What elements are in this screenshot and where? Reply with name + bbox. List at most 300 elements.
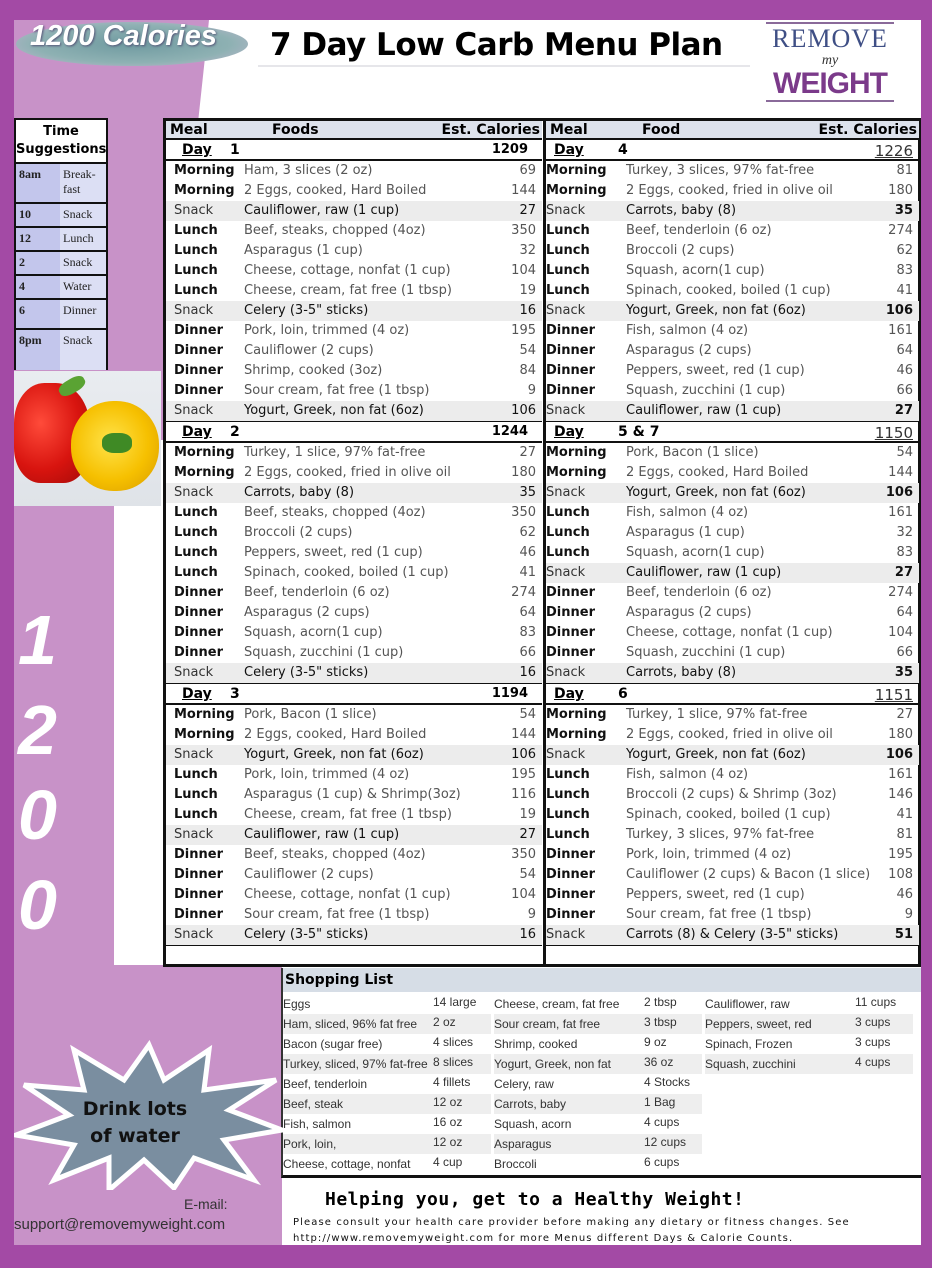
side-digit: 1 (18, 601, 57, 679)
shopping-item-name: Ham, sliced, 96% fat free (283, 1017, 418, 1031)
calories-value: 51 (894, 927, 913, 942)
shopping-item-name: Carrots, baby (494, 1097, 567, 1111)
shopping-item-name: Beef, tenderloin (283, 1077, 368, 1091)
meal-type: Morning (174, 707, 235, 722)
header-food: Foods (272, 122, 319, 138)
shopping-item-qty: 6 cups (644, 1155, 680, 1169)
shopping-item-qty: 4 cup (433, 1155, 463, 1169)
calories-value: 41 (896, 283, 913, 298)
shopping-item-name: Squash, zucchini (705, 1057, 796, 1071)
calories-value: 54 (519, 867, 536, 882)
meal-row (166, 583, 542, 603)
calories-value: 27 (519, 203, 536, 218)
calories-value: 46 (896, 363, 913, 378)
meal-row (546, 845, 919, 865)
meal-type: Morning (174, 727, 235, 742)
food-item: Fish, salmon (4 oz) (626, 323, 749, 338)
time-activity: Dinner (60, 300, 106, 328)
time-suggestions-title (16, 120, 106, 164)
food-item: Spinach, cooked, boiled (1 cup) (244, 565, 449, 580)
meal-row (166, 725, 542, 745)
calories-value: 161 (888, 323, 913, 338)
food-item: Beef, steaks, chopped (4oz) (244, 505, 426, 520)
food-item: Cauliflower, raw (1 cup) (244, 203, 400, 218)
meal-row (166, 805, 542, 825)
header-meal: Meal (550, 122, 588, 138)
meal-type: Lunch (546, 767, 590, 782)
calories-value: 27 (896, 707, 913, 722)
calories-value: 32 (896, 525, 913, 540)
day-number: 6 (618, 686, 628, 702)
food-item: Yogurt, Greek, non fat (6oz) (626, 303, 806, 318)
meal-row (546, 805, 919, 825)
food-item: Spinach, cooked, boiled (1 cup) (626, 807, 831, 822)
food-item: Squash, acorn(1 cup) (626, 545, 765, 560)
time-row (16, 204, 106, 228)
meal-type: Dinner (174, 645, 223, 660)
food-item: Celery (3-5" sticks) (244, 665, 369, 680)
food-item: 2 Eggs, cooked, fried in olive oil (244, 465, 451, 480)
time-value: 4 (16, 276, 60, 298)
day-divider (546, 945, 919, 946)
logo-word-remove: REMOVE (772, 24, 888, 53)
food-item: Peppers, sweet, red (1 cup) (244, 545, 423, 560)
shopping-item (283, 1054, 491, 1074)
meal-row (166, 925, 542, 945)
food-item: Asparagus (1 cup) (244, 243, 363, 258)
meal-row (546, 401, 919, 421)
meal-type: Snack (546, 203, 586, 218)
pepper-stem-icon (102, 433, 132, 453)
meal-row (546, 563, 919, 583)
meal-type: Lunch (546, 223, 590, 238)
meal-type: Dinner (546, 867, 595, 882)
email-link[interactable]: support@removemyweight.com (14, 1216, 226, 1233)
meal-type: Lunch (546, 263, 590, 278)
meal-type: Lunch (546, 283, 590, 298)
food-item: Beef, tenderloin (6 oz) (626, 223, 772, 238)
food-item: Carrots, baby (8) (626, 665, 737, 680)
shopping-item-qty: 8 slices (433, 1055, 474, 1069)
meal-row (166, 221, 542, 241)
shopping-item (494, 1054, 702, 1074)
calories-value: 62 (519, 525, 536, 540)
meal-row (546, 301, 919, 321)
header-meal: Meal (170, 122, 208, 138)
shopping-column (283, 994, 491, 1174)
food-item: Celery (3-5" sticks) (244, 927, 369, 942)
time-activity: Snack (60, 252, 106, 274)
day-header (166, 140, 542, 161)
food-item: Peppers, sweet, red (1 cup) (626, 887, 805, 902)
meal-type: Dinner (546, 363, 595, 378)
food-item: Cauliflower, raw (1 cup) (626, 403, 782, 418)
meal-row (546, 725, 919, 745)
food-item: Asparagus (2 cups) (244, 605, 370, 620)
menu-column-left (166, 121, 542, 964)
food-item: 2 Eggs, cooked, Hard Boiled (626, 465, 809, 480)
calories-value: 9 (527, 907, 536, 922)
shopping-item-name: Cheese, cream, fat free (494, 997, 620, 1011)
meal-row (166, 261, 542, 281)
calories-value: 84 (519, 363, 536, 378)
shopping-list (281, 968, 921, 1178)
shopping-item (705, 994, 913, 1014)
meal-row (546, 765, 919, 785)
meal-type: Snack (174, 403, 214, 418)
meal-row (166, 885, 542, 905)
header-calories: Est. Calories (441, 122, 540, 138)
meal-type: Snack (546, 403, 586, 418)
shopping-item (283, 1114, 491, 1134)
calories-value: 350 (511, 223, 536, 238)
email-label: E-mail: (184, 1196, 228, 1212)
calories-value: 9 (527, 383, 536, 398)
day-total-calories: 1194 (491, 686, 528, 701)
food-item: Squash, acorn(1 cup) (626, 263, 765, 278)
water-callout (60, 1096, 210, 1150)
side-digit: 0 (18, 776, 57, 854)
food-item: Fish, salmon (4 oz) (626, 767, 749, 782)
shopping-item (494, 1134, 702, 1154)
food-item: Sour cream, fat free (1 tbsp) (626, 907, 812, 922)
calories-value: 27 (519, 445, 536, 460)
shopping-item-name: Broccoli (494, 1157, 537, 1171)
time-row (16, 300, 106, 330)
food-item: Sour cream, fat free (1 tbsp) (244, 907, 430, 922)
shopping-item (283, 1034, 491, 1054)
shopping-item-name: Fish, salmon (283, 1117, 352, 1131)
shopping-item-qty: 12 oz (433, 1135, 463, 1149)
food-item: Pork, Bacon (1 slice) (626, 445, 759, 460)
time-activity: Break-fast (60, 164, 106, 202)
shopping-item-qty: 36 oz (644, 1055, 674, 1069)
footer (283, 1181, 921, 1245)
food-item: Spinach, cooked, boiled (1 cup) (626, 283, 831, 298)
food-item: Yogurt, Greek, non fat (6oz) (244, 747, 424, 762)
calories-value: 54 (896, 445, 913, 460)
meal-type: Morning (546, 727, 607, 742)
calories-value: 106 (885, 485, 913, 500)
meal-type: Dinner (174, 867, 223, 882)
time-value: 10 (16, 204, 60, 226)
meal-type: Lunch (174, 787, 218, 802)
shopping-item-name: Spinach, Frozen (705, 1037, 793, 1051)
meal-type: Snack (174, 827, 214, 842)
calories-value: 64 (896, 343, 913, 358)
shopping-item-name: Shrimp, cooked (494, 1037, 578, 1051)
shopping-item (283, 1014, 491, 1034)
calories-value: 16 (519, 303, 536, 318)
meal-type: Dinner (174, 605, 223, 620)
meal-type: Dinner (546, 323, 595, 338)
meal-type: Snack (174, 747, 214, 762)
meal-type: Dinner (174, 363, 223, 378)
food-item: Fish, salmon (4 oz) (626, 505, 749, 520)
food-item: Turkey, 3 slices, 97% fat-free (626, 827, 815, 842)
food-item: 2 Eggs, cooked, fried in olive oil (626, 183, 833, 198)
day-header (546, 422, 919, 443)
food-item: Squash, zucchini (1 cup) (244, 645, 404, 660)
meal-row (166, 543, 542, 563)
shopping-item-name: Squash, acorn (494, 1117, 572, 1131)
meal-row (166, 463, 542, 483)
calories-value: 35 (894, 665, 913, 680)
calories-value: 108 (888, 867, 913, 882)
food-item: Broccoli (2 cups) (244, 525, 353, 540)
food-item: Beef, tenderloin (6 oz) (626, 585, 772, 600)
logo-rule-bottom (766, 100, 894, 102)
page-title: 7 Day Low Carb Menu Plan (270, 27, 723, 63)
food-item: 2 Eggs, cooked, Hard Boiled (244, 183, 427, 198)
meal-row (546, 181, 919, 201)
food-item: Beef, steaks, chopped (4oz) (244, 847, 426, 862)
shopping-item-qty: 12 oz (433, 1095, 463, 1109)
time-value: 6 (16, 300, 60, 328)
shopping-item-qty: 3 tbsp (644, 1015, 677, 1029)
time-suggestions-table (14, 118, 108, 370)
food-item: Sour cream, fat free (1 tbsp) (244, 383, 430, 398)
shopping-item (283, 1074, 491, 1094)
time-row (16, 252, 106, 276)
food-item: Turkey, 3 slices, 97% fat-free (626, 163, 815, 178)
calories-value: 144 (888, 465, 913, 480)
day-number: 3 (230, 686, 240, 702)
calories-value: 161 (888, 505, 913, 520)
shopping-item-qty: 2 oz (433, 1015, 456, 1029)
food-item: Beef, tenderloin (6 oz) (244, 585, 390, 600)
shopping-item (494, 1014, 702, 1034)
time-activity: Snack (60, 330, 106, 370)
shopping-item-qty: 2 tbsp (644, 995, 677, 1009)
shopping-item (283, 1094, 491, 1114)
meal-row (546, 261, 919, 281)
shopping-item-qty: 4 fillets (433, 1075, 471, 1089)
peppers-image (14, 371, 161, 506)
day-label: Day (182, 686, 212, 702)
day-number: 4 (618, 142, 628, 158)
side-digit: 2 (18, 691, 57, 769)
shopping-item-name: Asparagus (494, 1137, 552, 1151)
food-item: Celery (3-5" sticks) (244, 303, 369, 318)
calories-value: 180 (888, 183, 913, 198)
day-label: Day (554, 686, 584, 702)
logo-word-weight: WEIGHT (773, 67, 887, 100)
calories-value: 16 (519, 665, 536, 680)
shopping-item (494, 1154, 702, 1174)
day-divider (166, 945, 542, 946)
meal-row (166, 201, 542, 221)
meal-type: Dinner (546, 625, 595, 640)
food-item: Broccoli (2 cups) (626, 243, 735, 258)
meal-row (166, 785, 542, 805)
calories-value: 9 (904, 907, 913, 922)
meal-type: Lunch (174, 223, 218, 238)
food-item: Pork, loin, trimmed (4 oz) (244, 767, 410, 782)
food-item: Pork, loin, trimmed (4 oz) (626, 847, 792, 862)
food-item: Broccoli (2 cups) & Shrimp (3oz) (626, 787, 837, 802)
time-row (16, 228, 106, 252)
shopping-item-qty: 4 slices (433, 1035, 474, 1049)
meal-row (546, 361, 919, 381)
day-number: 1 (230, 142, 240, 158)
shopping-item-qty: 11 cups (855, 995, 897, 1009)
food-item: Shrimp, cooked (3oz) (244, 363, 383, 378)
meal-row (166, 865, 542, 885)
shopping-item (283, 1134, 491, 1154)
meal-row (546, 785, 919, 805)
food-item: Squash, zucchini (1 cup) (626, 383, 786, 398)
meal-type: Morning (546, 445, 607, 460)
food-item: Pork, Bacon (1 slice) (244, 707, 377, 722)
meal-type: Snack (546, 665, 586, 680)
meal-type: Morning (174, 183, 235, 198)
calories-value: 16 (519, 927, 536, 942)
food-item: Cauliflower, raw (1 cup) (244, 827, 400, 842)
meal-row (546, 443, 919, 463)
calories-value: 66 (896, 383, 913, 398)
meal-type: Dinner (174, 847, 223, 862)
meal-type: Lunch (546, 243, 590, 258)
meal-row (166, 181, 542, 201)
meal-type: Lunch (174, 505, 218, 520)
shopping-item-qty: 3 cups (855, 1015, 891, 1029)
calories-value: 350 (511, 505, 536, 520)
meal-type: Dinner (174, 907, 223, 922)
shopping-item-name: Peppers, sweet, red (705, 1017, 812, 1031)
calories-value: 144 (511, 183, 536, 198)
meal-type: Dinner (546, 847, 595, 862)
calories-value: 106 (511, 747, 536, 762)
food-item: Yogurt, Greek, non fat (6oz) (626, 747, 806, 762)
day-header (166, 684, 542, 705)
calories-value: 104 (888, 625, 913, 640)
food-item: Carrots (8) & Celery (3-5" sticks) (626, 927, 839, 942)
meal-row (546, 281, 919, 301)
meal-row (546, 381, 919, 401)
calories-value: 19 (519, 283, 536, 298)
food-item: Cheese, cottage, nonfat (1 cup) (244, 887, 451, 902)
meal-row (166, 341, 542, 361)
time-value: 12 (16, 228, 60, 250)
food-item: Cauliflower, raw (1 cup) (626, 565, 782, 580)
meal-row (546, 221, 919, 241)
shopping-item (494, 994, 702, 1014)
meal-row (166, 301, 542, 321)
logo-word-my: my (821, 53, 839, 68)
meal-row (166, 281, 542, 301)
calories-value: 62 (896, 243, 913, 258)
meal-type: Morning (546, 163, 607, 178)
calories-value: 35 (894, 203, 913, 218)
meal-type: Snack (546, 747, 586, 762)
calories-value: 195 (888, 847, 913, 862)
meal-row (546, 825, 919, 845)
food-item: Cauliflower (2 cups) (244, 867, 374, 882)
meal-row (546, 865, 919, 885)
calories-value: 27 (894, 403, 913, 418)
meal-row (166, 483, 542, 503)
meal-type: Snack (174, 927, 214, 942)
meal-type: Lunch (546, 807, 590, 822)
meal-row (546, 201, 919, 221)
meal-type: Snack (174, 665, 214, 680)
shopping-item-qty: 14 large (433, 995, 477, 1009)
food-item: Asparagus (1 cup) & Shrimp(3oz) (244, 787, 461, 802)
calories-value: 106 (511, 403, 536, 418)
calories-value: 83 (896, 545, 913, 560)
shopping-item (705, 1054, 913, 1074)
meal-row (166, 905, 542, 925)
food-item: Asparagus (1 cup) (626, 525, 745, 540)
shopping-item-name: Turkey, sliced, 97% fat-free (283, 1057, 428, 1071)
footer-tagline: Helping you, get to a Healthy Weight! (325, 1189, 745, 1210)
shopping-item-name: Bacon (sugar free) (283, 1037, 383, 1051)
food-item: Ham, 3 slices (2 oz) (244, 163, 373, 178)
food-item: Squash, acorn(1 cup) (244, 625, 383, 640)
column-header (166, 121, 542, 140)
meal-row (546, 663, 919, 683)
meal-type: Morning (546, 183, 607, 198)
day-label: Day (554, 424, 584, 440)
calories-value: 144 (511, 727, 536, 742)
calories-value: 19 (519, 807, 536, 822)
meal-row (166, 765, 542, 785)
calories-value: 66 (896, 645, 913, 660)
shopping-item-name: Beef, steak (283, 1097, 344, 1111)
food-item: Peppers, sweet, red (1 cup) (626, 363, 805, 378)
calories-value: 274 (511, 585, 536, 600)
meal-row (166, 523, 542, 543)
footer-disclaimer: Please consult your health care provider before making any dietary or fitness changes. See http://www.removemyweight.com for more Menus different Days & Calorie Counts. (293, 1217, 850, 1244)
day-header (546, 140, 919, 161)
meal-row (546, 503, 919, 523)
shopping-item (705, 1034, 913, 1054)
meal-row (166, 321, 542, 341)
calories-value: 27 (519, 827, 536, 842)
meal-row (166, 361, 542, 381)
day-label: Day (182, 142, 212, 158)
food-item: Cauliflower (2 cups) (244, 343, 374, 358)
meal-row (546, 463, 919, 483)
calories-value: 274 (888, 223, 913, 238)
day-number: 2 (230, 424, 240, 440)
food-item: Beef, steaks, chopped (4oz) (244, 223, 426, 238)
meal-row (546, 161, 919, 181)
meal-type: Dinner (546, 585, 595, 600)
shopping-item-qty: 1 Bag (644, 1095, 676, 1109)
meal-row (546, 321, 919, 341)
calories-value: 83 (896, 263, 913, 278)
meal-type: Morning (174, 163, 235, 178)
day-header (546, 684, 919, 705)
calories-value: 64 (896, 605, 913, 620)
day-total-calories: 1150 (874, 424, 913, 442)
shopping-item (705, 1014, 913, 1034)
meal-type: Dinner (546, 907, 595, 922)
meal-row (546, 543, 919, 563)
meal-type: Dinner (174, 887, 223, 902)
shopping-item (283, 1154, 491, 1174)
calories-value: 104 (511, 887, 536, 902)
shopping-column (705, 994, 913, 1074)
calories-value: 41 (519, 565, 536, 580)
calories-value: 195 (511, 767, 536, 782)
title-divider (258, 65, 750, 67)
shopping-item-qty: 16 oz (433, 1115, 463, 1129)
callout-line1: Drink lots (82, 1098, 188, 1120)
time-value: 8am (16, 164, 60, 202)
